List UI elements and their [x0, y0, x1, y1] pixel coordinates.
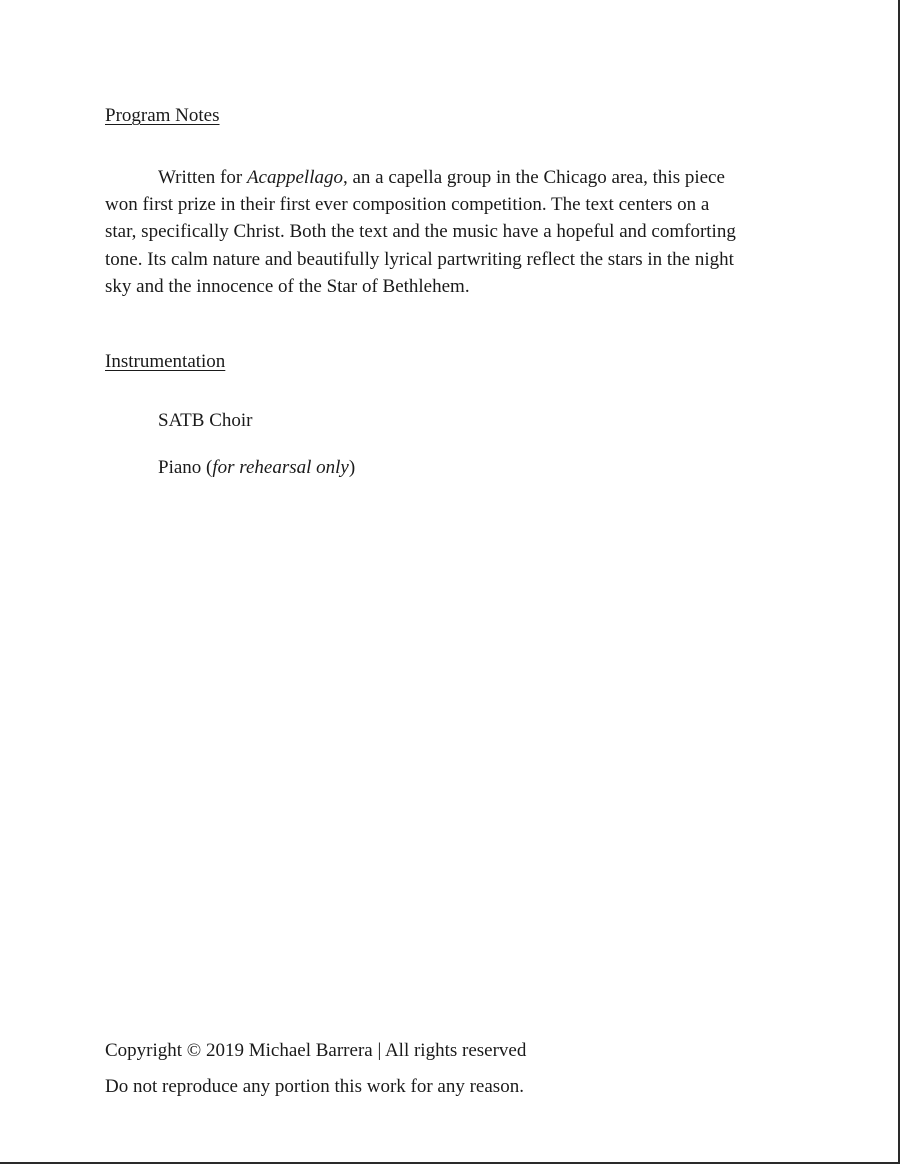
piano-note: for rehearsal only — [212, 457, 349, 478]
instrumentation-heading: Instrumentation — [105, 351, 226, 372]
paragraph-line: sky and the innocence of the Star of Bethlehem. — [105, 275, 470, 297]
group-name: Acappellago — [246, 167, 343, 188]
line-text: Written for — [158, 167, 247, 188]
instrument-choir: SATB Choir — [158, 410, 253, 431]
program-notes-heading: Program Notes — [105, 105, 220, 126]
paragraph-line: star, specifically Christ. Both the text and the music have a hopeful and comforting — [105, 221, 736, 243]
paragraph-line — [105, 164, 795, 191]
piano-suffix: ) — [348, 457, 356, 478]
instrument-piano — [158, 457, 355, 479]
piano-label: Piano ( — [158, 457, 213, 478]
line-text: , an a capella group in the Chicago area, this piece — [342, 167, 725, 188]
paragraph-line: tone. Its calm nature and beautifully lyrical partwriting reflect the stars in the night — [105, 248, 734, 270]
copyright-notice: Copyright © 2019 Michael Barrera | All rights reserved — [105, 1040, 527, 1061]
reproduction-disclaimer: Do not reproduce any portion this work for any reason. — [105, 1076, 524, 1097]
paragraph-line: won first prize in their first ever composition competition. The text centers on a — [105, 194, 710, 216]
program-notes-paragraph — [105, 164, 795, 300]
